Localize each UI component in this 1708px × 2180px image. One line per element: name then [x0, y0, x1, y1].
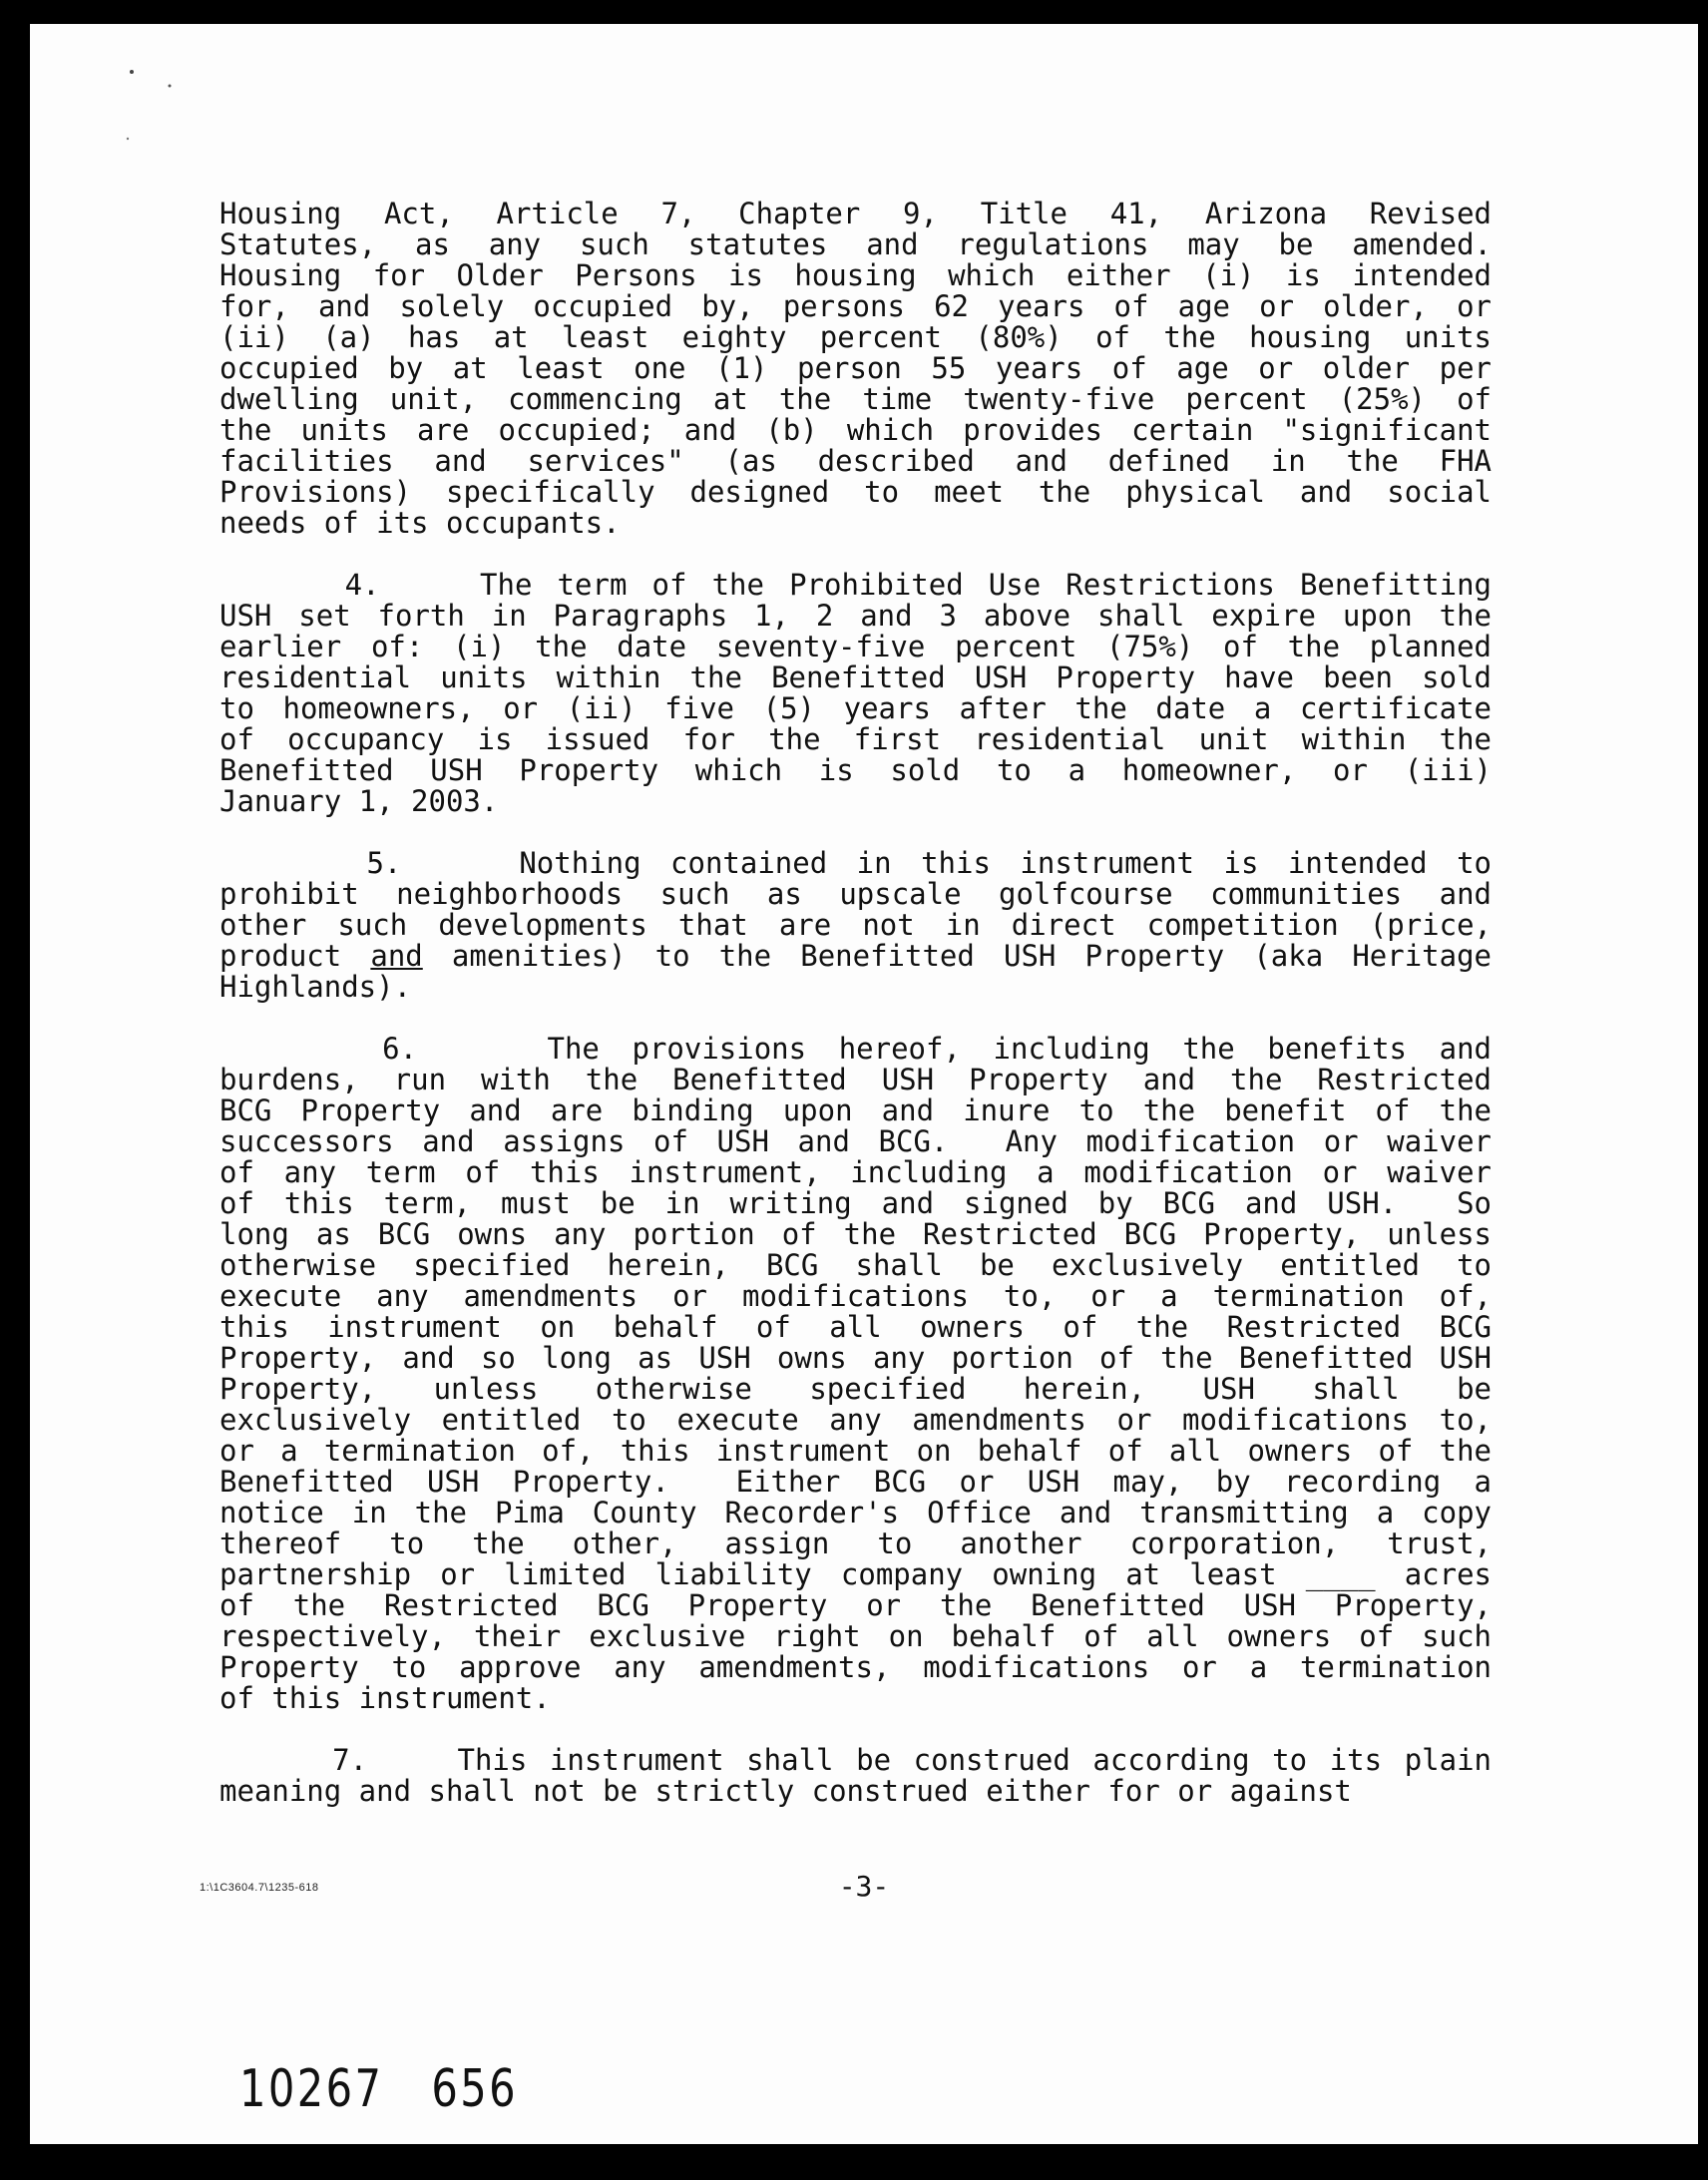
text-line: Statutes, as any such statutes and regulations may be amended. [219, 227, 1492, 261]
text-line: of any term of this instrument, including a modification or waiver [219, 1155, 1492, 1189]
text-line: successors and assigns of USH and BCG. Any modification or waiver [219, 1124, 1492, 1158]
text-line: Property, and so long as USH owns any portion of the Benefitted USH [219, 1341, 1492, 1375]
text-line: (ii) (a) has at least eighty percent (80%) of the housing units [219, 320, 1492, 354]
text-line: exclusively entitled to execute any amendments or modifications to, [219, 1403, 1492, 1437]
page-number: -3- [838, 1870, 890, 1903]
text-line: burdens, run with the Benefitted USH Property and the Restricted [219, 1063, 1492, 1096]
text-line: of this instrument. [219, 1681, 551, 1715]
text-line: Provisions) specifically designed to meet the physical and social [219, 475, 1492, 509]
paragraph [219, 570, 1492, 817]
text-line: needs of its occupants. [219, 506, 621, 540]
text-line: 5. Nothing contained in this instrument is intended to [219, 846, 1492, 880]
text-line: partnership or limited liability company owning at least ____ acres [219, 1557, 1492, 1591]
text-line: of occupancy is issued for the first residential unit within the [219, 722, 1492, 756]
text-line: execute any amendments or modifications to, or a termination of, [219, 1279, 1492, 1313]
text-line: earlier of: (i) the date seventy-five percent (75%) of the planned [219, 630, 1492, 663]
text-line: notice in the Pima County Recorder's Office and transmitting a copy [219, 1496, 1492, 1529]
document-stamp-number [239, 2059, 566, 2119]
text-line: to homeowners, or (ii) five (5) years after the date a certificate [219, 691, 1492, 725]
text-line: meaning and shall not be strictly construed either for or against [219, 1774, 1352, 1808]
text-line: residential units within the Benefitted USH Property have been sold [219, 660, 1492, 694]
text-line: January 1, 2003. [219, 784, 499, 818]
footer-file-code: 1:\1C3604.7\1235-618 [200, 1882, 319, 1894]
text-line: product and amenities) to the Benefitted USH Property (aka Heritage [219, 939, 1492, 973]
text-line: other such developments that are not in direct competition (price, [219, 908, 1492, 942]
text-line: 6. The provisions hereof, including the benefits and [219, 1032, 1492, 1066]
text-line: prohibit neighborhoods such as upscale golfcourse communities and [219, 877, 1492, 911]
document-body [219, 199, 1492, 1838]
text-line: BCG Property and are binding upon and inure to the benefit of the [219, 1093, 1492, 1127]
text-line: for, and solely occupied by, persons 62 years of age or older, or [219, 289, 1492, 323]
text-line: facilities and services" (as described and defined in the FHA [219, 444, 1492, 478]
paragraph [219, 848, 1492, 1003]
text-line: of this term, must be in writing and signed by BCG and USH. So [219, 1186, 1492, 1220]
text-line: Property, unless otherwise specified herein, USH shall be [219, 1372, 1492, 1406]
text-line: Benefitted USH Property which is sold to a homeowner, or (iii) [219, 753, 1492, 787]
text-line: the units are occupied; and (b) which provides certain "significant [219, 413, 1492, 447]
text-line: or a termination of, this instrument on behalf of all owners of the [219, 1434, 1492, 1468]
document-page [30, 24, 1698, 2144]
stamp-page-number: 656 [431, 2059, 518, 2119]
text-line: 4. The term of the Prohibited Use Restrictions Benefitting [219, 568, 1492, 602]
text-line: 7. This instrument shall be construed according to its plain [219, 1743, 1492, 1777]
text-line: of the Restricted BCG Property or the Benefitted USH Property, [219, 1588, 1492, 1622]
text-line: thereof to the other, assign to another corporation, trust, [219, 1526, 1492, 1560]
text-line: respectively, their exclusive right on behalf of all owners of such [219, 1619, 1492, 1653]
text-line: Housing for Older Persons is housing which either (i) is intended [219, 258, 1492, 292]
text-line: this instrument on behalf of all owners of the Restricted BCG [219, 1310, 1492, 1344]
paragraph [219, 199, 1492, 539]
text-line: occupied by at least one (1) person 55 years of age or older per [219, 351, 1492, 385]
paragraph [219, 1034, 1492, 1714]
text-line: USH set forth in Paragraphs 1, 2 and 3 above shall expire upon the [219, 599, 1492, 633]
text-line: Benefitted USH Property. Either BCG or USH may, by recording a [219, 1465, 1492, 1499]
paragraph [219, 1745, 1492, 1807]
text-line: Housing Act, Article 7, Chapter 9, Title 41, Arizona Revised [219, 197, 1492, 230]
text-line: otherwise specified herein, BCG shall be exclusively entitled to [219, 1248, 1492, 1282]
stamp-book-number: 10267 [239, 2059, 384, 2119]
text-line: long as BCG owns any portion of the Restricted BCG Property, unless [219, 1217, 1492, 1251]
text-line: Highlands). [219, 970, 412, 1004]
text-line: dwelling unit, commencing at the time twenty-five percent (25%) of [219, 382, 1492, 416]
text-line: Property to approve any amendments, modifications or a termination [219, 1650, 1492, 1684]
